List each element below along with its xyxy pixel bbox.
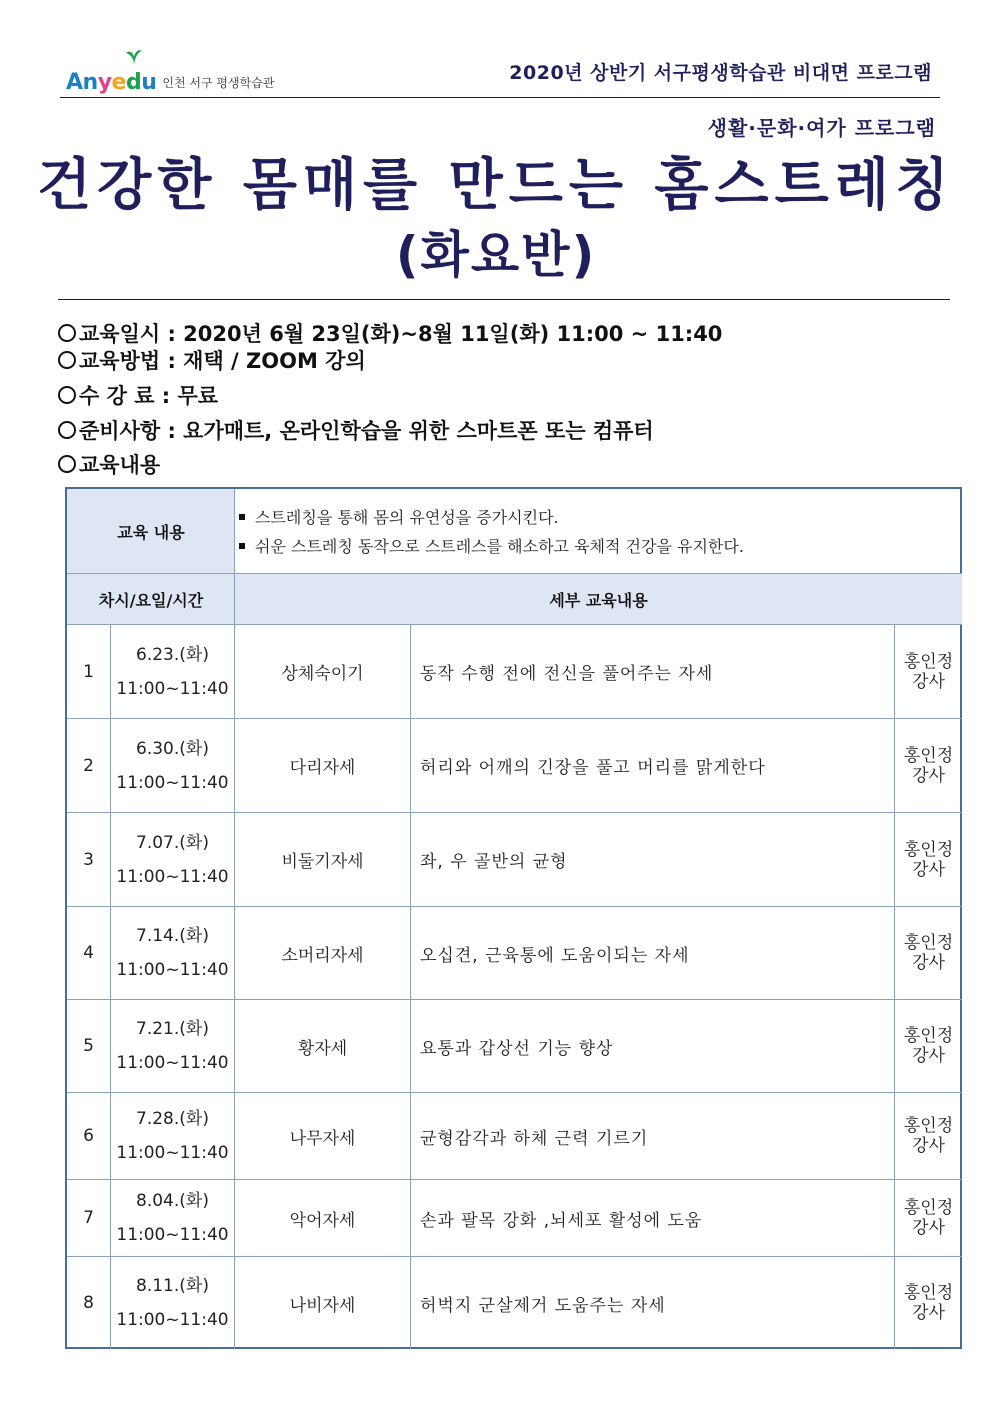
row-number-text: 3 bbox=[83, 849, 94, 870]
list-item bbox=[239, 503, 744, 532]
row-description-text: 요통과 갑상선 기능 향상 bbox=[420, 1038, 614, 1059]
row-description-text: 손과 팔목 강화 ,뇌세포 활성에 도움 bbox=[420, 1210, 703, 1231]
row-date bbox=[111, 1000, 234, 1092]
row-pose bbox=[235, 1093, 410, 1179]
row-date-text: 7.28.(화) bbox=[136, 1109, 209, 1129]
row-pose-text: 소머리자세 bbox=[281, 945, 364, 966]
circle-bullet-icon bbox=[58, 386, 76, 404]
circle-bullet-icon bbox=[58, 421, 76, 439]
instructor-role: 강사 bbox=[912, 859, 945, 880]
logo bbox=[66, 50, 274, 94]
row-number-text: 1 bbox=[83, 661, 94, 682]
row-description bbox=[411, 1093, 894, 1179]
row-time-text: 11:00~11:40 bbox=[116, 1143, 229, 1163]
row-description-text: 허리와 어깨의 긴장을 풀고 머리를 맑게한다 bbox=[420, 758, 766, 778]
row-number bbox=[67, 719, 110, 812]
info-schedule bbox=[58, 318, 722, 348]
row-date-text: 6.23.(화) bbox=[136, 644, 209, 665]
row-pose-text: 나비자세 bbox=[289, 1295, 356, 1316]
row-instructor bbox=[895, 1093, 962, 1179]
row-date-text: 8.11.(화) bbox=[136, 1276, 209, 1296]
row-date-text: 7.14.(화) bbox=[136, 926, 209, 946]
row-number-text: 2 bbox=[83, 755, 94, 776]
instructor-name: 홍인정 bbox=[903, 1283, 954, 1303]
row-date-text: 8.04.(화) bbox=[136, 1191, 209, 1211]
col-detail-header: 세부 교육내용 bbox=[235, 574, 962, 624]
row-description-text: 동작 수행 전에 전신을 풀어주는 자세 bbox=[420, 664, 714, 684]
page-title: 건강한 몸매를 만드는 홈스트레칭 bbox=[37, 153, 955, 218]
row-pose bbox=[235, 907, 410, 999]
row-description bbox=[411, 907, 894, 999]
instructor-role: 강사 bbox=[912, 1046, 945, 1066]
row-number bbox=[67, 1000, 110, 1092]
row-pose bbox=[235, 719, 410, 812]
instructor-role: 강사 bbox=[912, 1136, 945, 1156]
row-pose-text: 비둘기자세 bbox=[281, 852, 364, 872]
content-bullets bbox=[239, 503, 744, 561]
row-time-text: 11:00~11:40 bbox=[116, 1310, 229, 1330]
category-label: 생활·문화·여가 프로그램 bbox=[707, 116, 936, 140]
square-bullet-icon bbox=[239, 543, 245, 549]
row-pose bbox=[235, 1257, 410, 1349]
row-pose bbox=[235, 813, 410, 906]
row-number bbox=[67, 907, 110, 999]
row-time-text: 11:00~11:40 bbox=[116, 866, 229, 887]
row-pose-text: 악어자세 bbox=[289, 1210, 356, 1231]
row-instructor bbox=[895, 813, 962, 906]
bullet-text: 쉬운 스트레칭 동작으로 스트레스를 해소하고 육체적 건강을 유지한다. bbox=[255, 537, 744, 556]
row-number-text: 4 bbox=[83, 943, 94, 963]
circle-bullet-icon bbox=[58, 351, 76, 369]
info-method bbox=[58, 345, 366, 375]
row-instructor bbox=[895, 625, 962, 718]
row-instructor bbox=[895, 1180, 962, 1256]
row-number-text: 6 bbox=[83, 1126, 94, 1146]
page-subtitle: (화요반) bbox=[395, 226, 597, 284]
row-description-text: 균형감각과 하체 근력 기르기 bbox=[420, 1128, 649, 1149]
row-number-text: 8 bbox=[83, 1293, 94, 1313]
row-description-text: 좌, 우 골반의 균형 bbox=[420, 852, 568, 872]
row-time-text: 11:00~11:40 bbox=[116, 1225, 229, 1245]
row-date-text: 7.21.(화) bbox=[136, 1019, 209, 1039]
row-pose bbox=[235, 1180, 410, 1256]
row-number-text: 5 bbox=[83, 1036, 94, 1056]
instructor-name: 홍인정 bbox=[903, 1026, 954, 1046]
instructor-role: 강사 bbox=[912, 765, 945, 786]
row-time-text: 11:00~11:40 bbox=[116, 772, 229, 793]
row-description-text: 허벅지 군살제거 도움주는 자세 bbox=[420, 1295, 666, 1316]
row-pose-text: 상체숙이기 bbox=[281, 664, 364, 684]
info-preparation bbox=[58, 415, 654, 445]
row-date bbox=[111, 907, 234, 999]
row-description bbox=[411, 1000, 894, 1092]
info-text: 교육내용 bbox=[79, 453, 161, 477]
instructor-name: 홍인정 bbox=[903, 745, 954, 766]
col-session-header: 차시/요일/시간 bbox=[67, 574, 235, 624]
row-date bbox=[111, 719, 234, 812]
row-date bbox=[111, 625, 234, 718]
row-description-text: 오십견, 근육통에 도움이되는 자세 bbox=[420, 945, 690, 966]
row-number bbox=[67, 813, 110, 906]
row-date bbox=[111, 813, 234, 906]
info-fee bbox=[58, 380, 218, 410]
sprout-icon bbox=[124, 48, 144, 66]
info-text: 준비사항 : 요가매트, 온라인학습을 위한 스마트폰 또는 컴퓨터 bbox=[79, 419, 654, 443]
info-text: 교육일시 : 2020년 6월 23일(화)~8월 11일(화) 11:00 ~ 11:40 bbox=[79, 322, 723, 346]
instructor-name: 홍인정 bbox=[903, 839, 954, 860]
instructor-name: 홍인정 bbox=[903, 1198, 954, 1218]
instructor-name: 홍인정 bbox=[903, 1116, 954, 1136]
program-title: 2020년 상반기 서구평생학습관 비대면 프로그램 bbox=[509, 62, 932, 84]
info-content bbox=[58, 449, 160, 479]
row-description bbox=[411, 1180, 894, 1256]
instructor-name: 홍인정 bbox=[903, 651, 954, 672]
row-description bbox=[411, 1257, 894, 1349]
row-pose-text: 황자세 bbox=[297, 1038, 348, 1059]
instructor-role: 강사 bbox=[912, 953, 945, 973]
row-description bbox=[411, 719, 894, 812]
instructor-role: 강사 bbox=[912, 671, 945, 692]
circle-bullet-icon bbox=[58, 324, 76, 342]
grid-line bbox=[67, 573, 962, 574]
row-time-text: 11:00~11:40 bbox=[116, 960, 229, 980]
instructor-role: 강사 bbox=[912, 1218, 945, 1238]
row-date-text: 6.30.(화) bbox=[136, 738, 209, 759]
row-description bbox=[411, 813, 894, 906]
instructor-role: 강사 bbox=[912, 1303, 945, 1323]
row-pose bbox=[235, 1000, 410, 1092]
info-text: 수 강 료 : 무료 bbox=[79, 384, 219, 408]
row-number bbox=[67, 1180, 110, 1256]
row-date-text: 7.07.(화) bbox=[136, 832, 209, 853]
circle-bullet-icon bbox=[58, 455, 76, 473]
row-number-text: 7 bbox=[83, 1208, 94, 1228]
logo-brand: Anyedu bbox=[66, 70, 157, 95]
row-instructor bbox=[895, 1000, 962, 1092]
row-number bbox=[67, 1257, 110, 1349]
square-bullet-icon bbox=[239, 514, 245, 520]
row-number bbox=[67, 1093, 110, 1179]
row-pose-text: 다리자세 bbox=[289, 758, 356, 778]
row-instructor bbox=[895, 719, 962, 812]
curriculum-table bbox=[65, 487, 962, 1349]
row-time-text: 11:00~11:40 bbox=[116, 1053, 229, 1073]
row-pose-text: 나무자세 bbox=[289, 1128, 356, 1149]
info-text: 교육방법 : 재택 / ZOOM 강의 bbox=[79, 349, 366, 373]
row-pose bbox=[235, 625, 410, 718]
divider bbox=[58, 299, 950, 300]
row-date bbox=[111, 1093, 234, 1179]
bullet-text: 스트레칭을 통해 몸의 유연성을 증가시킨다. bbox=[255, 508, 559, 527]
row-date bbox=[111, 1257, 234, 1349]
list-item bbox=[239, 532, 744, 561]
content-header: 교육 내용 bbox=[67, 489, 235, 574]
divider bbox=[60, 97, 940, 98]
row-instructor bbox=[895, 907, 962, 999]
row-time-text: 11:00~11:40 bbox=[116, 678, 229, 699]
logo-org: 인천 서구 평생학습관 bbox=[162, 76, 275, 90]
instructor-name: 홍인정 bbox=[903, 933, 954, 953]
row-instructor bbox=[895, 1257, 962, 1349]
row-date bbox=[111, 1180, 234, 1256]
row-description bbox=[411, 625, 894, 718]
row-number bbox=[67, 625, 110, 718]
